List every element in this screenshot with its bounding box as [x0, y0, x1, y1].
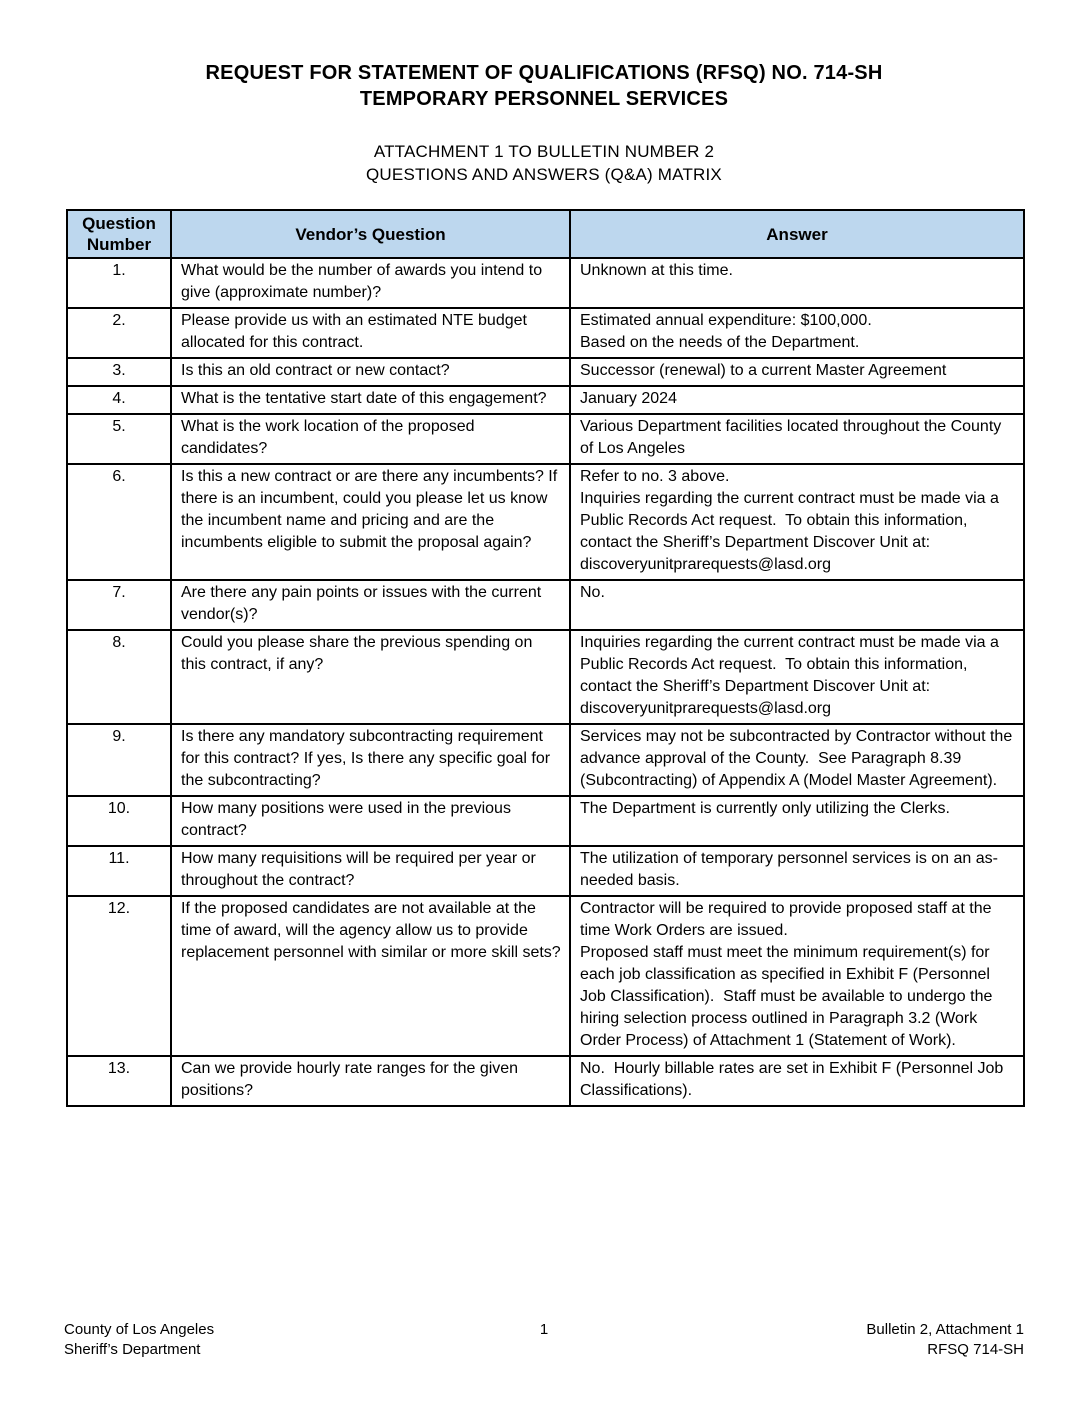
- vendor-question-cell: [171, 724, 570, 796]
- question-number-cell-text: 5.: [112, 418, 126, 435]
- question-number-cell-text: 2.: [112, 312, 126, 329]
- answer-cell: [570, 630, 1024, 724]
- question-number-cell: [67, 414, 171, 464]
- vendor-question-cell: [171, 386, 570, 414]
- answer-cell: [570, 358, 1024, 386]
- question-number-cell-text: 11.: [108, 850, 130, 867]
- answer-cell: [570, 386, 1024, 414]
- page-number: 1: [539, 1321, 549, 1338]
- question-number-cell: [67, 308, 171, 358]
- table-row: [67, 258, 1024, 308]
- vendor-question-cell-text: What is the work location of the proposed candidates?: [181, 418, 479, 457]
- table-row: [67, 464, 1024, 580]
- question-number-cell: [67, 258, 171, 308]
- answer-cell: [570, 724, 1024, 796]
- vendor-question-cell-text: What would be the number of awards you intend to give (approximate number)?: [181, 262, 547, 301]
- question-number-cell-text: 1.: [112, 262, 126, 279]
- vendor-question-cell: [171, 580, 570, 630]
- vendor-question-cell: [171, 1056, 570, 1106]
- column-header-answer: Answer: [570, 210, 1024, 258]
- vendor-question-cell-text: Please provide us with an estimated NTE budget allocated for this contract.: [181, 312, 532, 351]
- question-number-cell-text: 4.: [112, 390, 126, 407]
- answer-cell-text: Proposed staff must meet the minimum requirement(s) for each job classification as specified in Exhibit F (Personnel Job Classification). Staff must be available to undergo the hiring selection process outlined in Paragraph 3.2 (Work Order Process) of Attachment 1 (Statement of Work).: [580, 944, 997, 1049]
- answer-cell: [570, 580, 1024, 630]
- document-subtitle: [0, 140, 1088, 186]
- answer-cell-text: January 2024: [580, 390, 677, 407]
- title-line-2: TEMPORARY PERSONNEL SERVICES: [359, 88, 729, 110]
- footer-document-reference: [866, 1320, 1024, 1360]
- vendor-question-cell-text: Can we provide hourly rate ranges for the given positions?: [181, 1060, 523, 1099]
- title-line-1: REQUEST FOR STATEMENT OF QUALIFICATIONS (RFSQ) NO. 714-SH: [205, 62, 883, 84]
- vendor-question-cell-text: If the proposed candidates are not available at the time of award, will the agency allow us to provide replacement personnel with similar or more skill sets?: [181, 900, 561, 961]
- answer-cell: [570, 896, 1024, 1056]
- answer-cell: [570, 1056, 1024, 1106]
- column-header-question-number: Question Number: [67, 210, 171, 258]
- answer-cell-text: Contractor will be required to provide proposed staff at the time Work Orders are issued.: [580, 900, 996, 939]
- vendor-question-cell: [171, 414, 570, 464]
- answer-cell-text: Services may not be subcontracted by Contractor without the advance approval of the County. See Paragraph 8.39 (Subcontracting) of Appendix A (Model Master Agreement).: [580, 728, 1017, 789]
- answer-cell-text: Unknown at this time.: [580, 262, 733, 279]
- table-row: [67, 358, 1024, 386]
- document-header: [0, 0, 1088, 186]
- answer-cell-text: Estimated annual expenditure: $100,000.: [580, 312, 872, 329]
- document-title: [0, 60, 1088, 112]
- vendor-question-cell-text: Could you please share the previous spending on this contract, if any?: [181, 634, 537, 673]
- question-number-cell-text: 3.: [112, 362, 126, 379]
- answer-cell: [570, 414, 1024, 464]
- vendor-question-cell: [171, 630, 570, 724]
- subtitle-line-2: QUESTIONS AND ANSWERS (Q&A) MATRIX: [366, 165, 722, 184]
- answer-cell: [570, 796, 1024, 846]
- vendor-question-cell: [171, 846, 570, 896]
- vendor-question-cell: [171, 464, 570, 580]
- answer-cell-text: Refer to no. 3 above.: [580, 468, 730, 485]
- footer-agency-line-1: County of Los Angeles: [64, 1321, 215, 1338]
- vendor-question-cell-text: How many requisitions will be required per year or throughout the contract?: [181, 850, 541, 889]
- question-number-cell: [67, 630, 171, 724]
- answer-cell: [570, 308, 1024, 358]
- answer-cell-text: Inquiries regarding the current contract must be made via a Public Records Act request. To obtain this information, contact the Sheriff’s Department Discover Unit at:: [580, 634, 1004, 695]
- footer-reference-line-2: RFSQ 714-SH: [927, 1341, 1024, 1358]
- vendor-question-cell: [171, 308, 570, 358]
- table-row: [67, 308, 1024, 358]
- vendor-question-cell: [171, 896, 570, 1056]
- question-number-cell: [67, 724, 171, 796]
- answer-cell: [570, 464, 1024, 580]
- question-number-cell-text: 9.: [112, 728, 126, 745]
- table-row: [67, 896, 1024, 1056]
- answer-cell-text: No. Hourly billable rates are set in Exhibit F (Personnel Job Classifications).: [580, 1060, 1008, 1099]
- vendor-question-cell-text: Is this an old contract or new contact?: [181, 362, 450, 379]
- vendor-question-cell-text: How many positions were used in the previous contract?: [181, 800, 516, 839]
- table-row: [67, 386, 1024, 414]
- footer-agency-line-2: Sheriff’s Department: [64, 1341, 201, 1358]
- answer-cell-text: Successor (renewal) to a current Master Agreement: [580, 362, 947, 379]
- answer-cell-text: The Department is currently only utilizing the Clerks.: [580, 800, 950, 817]
- vendor-question-cell-text: Is this a new contract or are there any incumbents? If there is an incumbent, could you please let us know the incumbent name and pricing and are the incumbents eligible to submit the proposal again?: [181, 468, 562, 551]
- answer-cell-text: discoveryunitprarequests@lasd.org: [580, 700, 832, 717]
- answer-cell-text: The utilization of temporary personnel services is on an as-needed basis.: [580, 850, 998, 889]
- question-number-cell: [67, 846, 171, 896]
- answer-cell-text: No.: [580, 584, 605, 601]
- column-header-vendors-question: Vendor’s Question: [171, 210, 570, 258]
- table-row: [67, 414, 1024, 464]
- vendor-question-cell-text: What is the tentative start date of this engagement?: [181, 390, 547, 407]
- vendor-question-cell-text: Is there any mandatory subcontracting requirement for this contract? If yes, Is there any specific goal for the subcontracting?: [181, 728, 555, 789]
- subtitle-line-1: ATTACHMENT 1 TO BULLETIN NUMBER 2: [373, 142, 715, 161]
- question-number-cell-text: 12.: [107, 900, 131, 917]
- question-number-cell: [67, 464, 171, 580]
- question-number-cell: [67, 386, 171, 414]
- question-number-cell-text: 6.: [112, 468, 126, 485]
- vendor-question-cell-text: Are there any pain points or issues with the current vendor(s)?: [181, 584, 546, 623]
- question-number-cell: [67, 358, 171, 386]
- answer-cell: [570, 258, 1024, 308]
- answer-cell: [570, 846, 1024, 896]
- vendor-question-cell: [171, 358, 570, 386]
- table-row: [67, 580, 1024, 630]
- question-number-cell: [67, 896, 171, 1056]
- vendor-question-cell: [171, 796, 570, 846]
- vendor-question-cell: [171, 258, 570, 308]
- question-number-cell-text: 10.: [107, 800, 131, 817]
- question-number-cell: [67, 796, 171, 846]
- table-row: [67, 846, 1024, 896]
- question-number-cell-text: 7.: [112, 584, 126, 601]
- question-number-cell: [67, 580, 171, 630]
- table-row: [67, 724, 1024, 796]
- answer-cell-text: Inquiries regarding the current contract must be made via a Public Records Act request. To obtain this information, contact the Sheriff’s Department Discover Unit at:: [580, 490, 1004, 551]
- footer-reference-line-1: Bulletin 2, Attachment 1: [866, 1321, 1024, 1338]
- question-number-cell: [67, 1056, 171, 1106]
- answer-cell-text: discoveryunitprarequests@lasd.org: [580, 556, 832, 573]
- table-header-row: [67, 210, 1024, 258]
- qa-matrix-table: [66, 209, 1025, 1107]
- answer-cell-text: Various Department facilities located throughout the County of Los Angeles: [580, 418, 1006, 457]
- table-row: [67, 796, 1024, 846]
- question-number-cell-text: 8.: [112, 634, 126, 651]
- table-row: [67, 1056, 1024, 1106]
- question-number-cell-text: 13.: [107, 1060, 131, 1077]
- answer-cell-text: Based on the needs of the Department.: [580, 334, 860, 351]
- table-row: [67, 630, 1024, 724]
